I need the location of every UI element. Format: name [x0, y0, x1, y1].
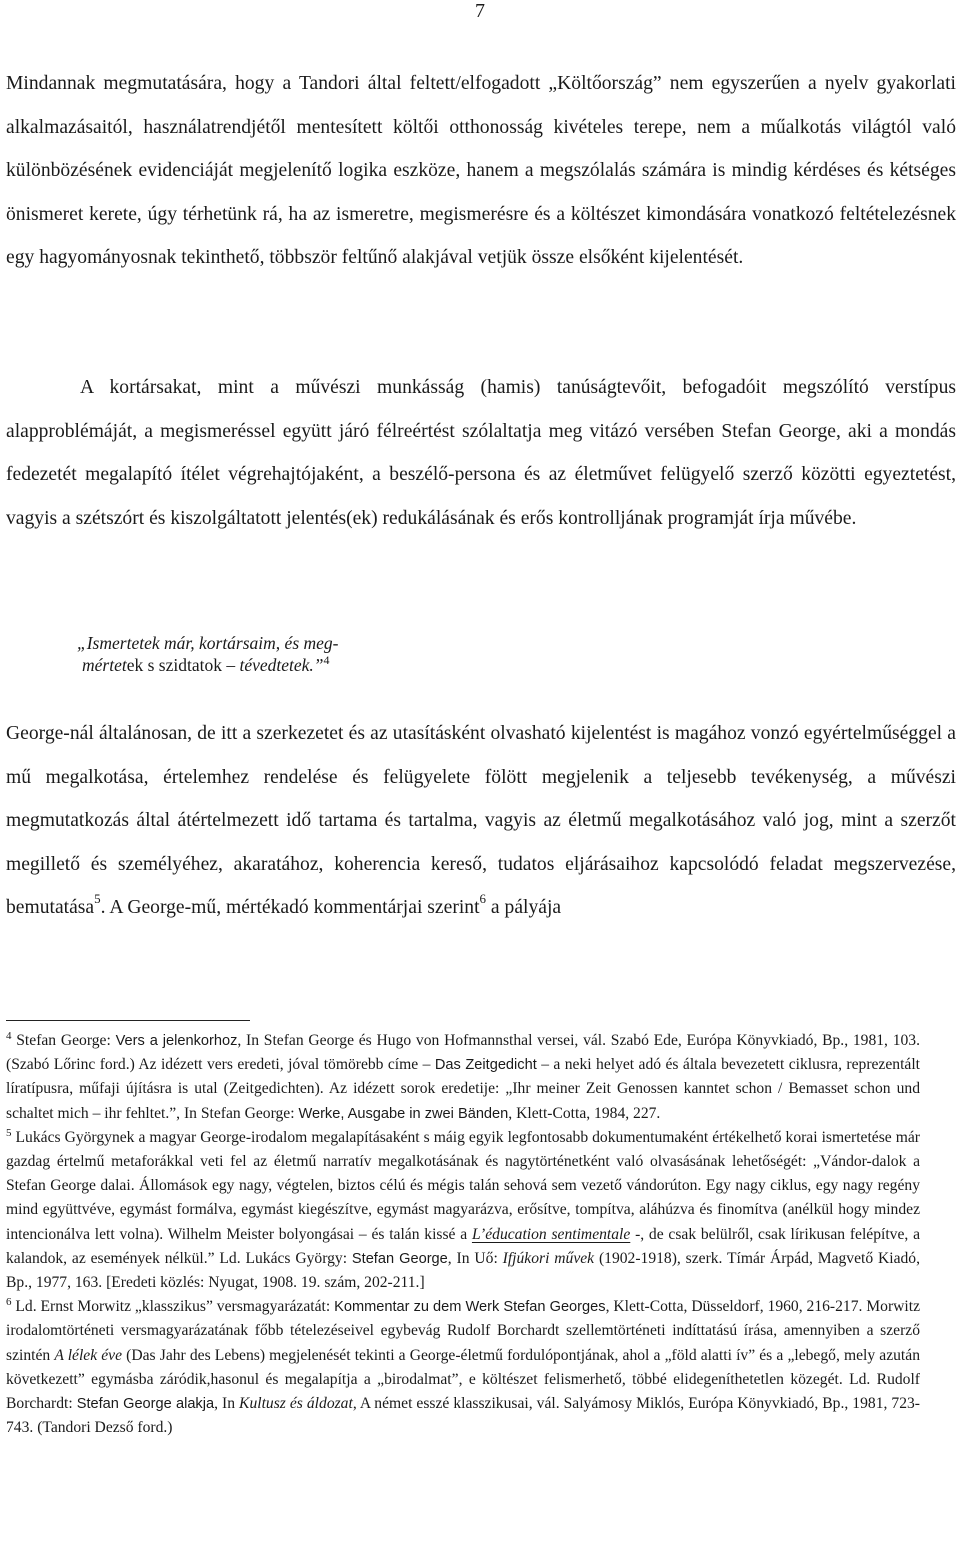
- footnote-text: -, de csak belülről, csak lírikusan felépítve, a kalandok, az események nélkül.” Ld. Lukács György:: [6, 1225, 920, 1267]
- verse-fragment: mértet: [82, 655, 127, 675]
- verse-fragment: ek s szidtatok: [126, 655, 222, 675]
- verse-line-2: [77, 654, 339, 676]
- paragraph-3: [6, 712, 956, 930]
- footnote-5: [6, 1126, 920, 1295]
- footnote-title: Zeitgedichten: [228, 1080, 315, 1098]
- footnote-text: ). Az idézett sorok eredetije: „Ihr meiner Zeit Genossen kanntet schon / Bemasset schon und schaltet mich – ihr fehltet.”, In Stefan George:: [6, 1080, 920, 1122]
- footnote-number: 5: [6, 1126, 12, 1139]
- footnote-title: Vers a jelenkorhoz: [115, 1033, 238, 1049]
- footnote-text: , In Stefan George és Hugo von Hofmannsthal versei, vál. Szabó Ede, Európa Könyvkiadó, Bp., 1981, 103. (Szabó Lőrinc ford.) Az idézett vers eredeti, jóval tömörebb címe –: [6, 1032, 920, 1074]
- footnote-text: Lukács Györgynek a magyar George-irodalom megalapításaként s máig egyik legfontosabb dokumentumaként értékelhető korai ismertetése már gazdag értelmű metaforákkal veti fel az életmű narratív megalkotásának és nagytörténetként való olvasásának lehetőségét: „Vándor-dalok a Stefan George dalai. Állomások egy nagy, végtelen, biztos célú és mégis talán sehová sem vezető vándorúton. Egy nagy ciklus, egy nagy regény mind együttvéve, egymást formálva, egymást kiegészítve, egymást magyarázva, erősítve, tompítva, aláhúzva és finomítva (anélkül hogy mindez intencionálva lett volna). Wilhelm Meister bolyongásai – és talán kissé a: [6, 1128, 920, 1243]
- footnote-number: 6: [6, 1296, 12, 1309]
- paragraph-2: [6, 366, 956, 540]
- footnote-ref-5: 5: [94, 891, 101, 906]
- footnote-text: , In Uő:: [447, 1249, 503, 1267]
- paragraph-1-text: Mindannak megmutatására, hogy a Tandori által feltett/elfogadott „Költőország” nem egyszerűen a nyelv gyakorlati alkalmazásaitól, használatrendjétől mentesített költői otthonosság kivételes terepe, nem a műalkotás világtól való különbözésének evidenciáját megjelenítő logika eszköze, hanem a megszólalás számára is mindig kérdéses és kétséges önismeret kerete, úgy térhetünk rá, ha az ismeretre, megismerésre és a költészet kimondására vonatkozó feltételezésnek egy hagyományosnak tekinthető, többször feltűnő alakjával vetjük össze elsőként kijelentését.: [6, 73, 956, 268]
- footnote-text: , Klett-Cotta, Düsseldorf, 1960, 216-217. Morwitz irodalomtörténeti versmagyarázatának főbb tételezéseivel egybevág Rudolf Borchardt szellemtörténeti indíttatású írása, amennyiben a szerző szintén: [6, 1298, 920, 1364]
- footnote-text: , Klett-Cotta, 1984, 227.: [508, 1104, 661, 1122]
- footnote-text: (Das Jahr des Lebens) megjelenését tekinti a George-életmű fordulópontjának, ahol a „föld alatti ív” és a „lebegő, mely azután következett” egymásba záródik,hasonul és megalapítja a „birodalmat”, e költészet felismerhető, többé elidegeníthetetlen közegét. Ld. Rudolf Borchardt:: [6, 1346, 920, 1413]
- paragraph-3-part: George-nál általánosan, de itt a szerkezetet és az utasításként olvasható kijelentést is magához vonzó egyértelműséggel a mű megalkotása, értelemhez rendelése és felügyelete fölött megjelenik a teljesebb tevékenység, a művészi megmutatkozás által átértelmezett idő tartama és tartalma, vagyis az életmű megalkotásához való jog, mint a szerzőt megillető és személyéhez, akaratához, koherencia kereső, tudatos eljárásaihoz kapcsolódó feladat megszervezése, bemutatása: [6, 723, 956, 918]
- footnote-text: – a neki helyet adó és általa bevezetett ciklusra, reprezentált líratípusra, műfaji újításra is utal (: [6, 1056, 920, 1098]
- paragraph-3-part: . A George-mű, mértékadó kommentárjai szerint: [100, 897, 480, 918]
- footnote-6: [6, 1295, 920, 1440]
- footnote-title: A lélek éve: [54, 1346, 123, 1364]
- footnote-title: L’éducation sentimentale: [471, 1225, 631, 1243]
- verse-line-1: „Ismertetek már, kortársaim, és meg-: [77, 633, 339, 653]
- footnote-4: [6, 1029, 920, 1126]
- page-number: 7: [475, 0, 485, 22]
- footnote-title: Kommentar zu dem Werk Stefan Georges: [334, 1299, 606, 1316]
- footnote-title: Stefan George: [351, 1250, 448, 1267]
- paragraph-1: [6, 62, 956, 280]
- footnote-text: Ld. Ernst Morwitz „klasszikus” versmagyarázatát:: [11, 1298, 335, 1316]
- footnote-title: Stefan George alakja: [76, 1396, 215, 1413]
- paragraph-2-text: A kortársakat, mint a művészi munkásság (hamis) tanúságtevőit, befogadóit megszólító verstípus alapproblémáját, a megismeréssel együtt járó félreértést szólaltatja meg vitázó versében Stefan George, aki a mondás fedezetét megalapító ítélet végrehajtójaként, a beszélő-persona és az életművet felügyelő szerző közötti egyeztetést, vagyis a szétszórt és kiszolgáltatott jelentés(ek) redukálásának és erős kontrolljának programját írja művébe.: [6, 377, 956, 529]
- footnote-title: Ifjúkori művek: [502, 1249, 595, 1267]
- footnote-separator: [6, 1020, 250, 1021]
- verse-fragment: –: [221, 655, 240, 675]
- footnote-text: Stefan George:: [11, 1032, 116, 1049]
- footnote-ref-4: 4: [323, 653, 330, 667]
- footnote-number: 4: [6, 1030, 12, 1042]
- footnote-text: , A német esszé klasszikusai, vál. Salyámosy Miklós, Európa Könyvkiadó, Bp., 1981, 723-743. (Tandori Dezső ford.): [6, 1395, 921, 1437]
- footnote-title: Das Zeitgedicht: [434, 1057, 537, 1074]
- footnote-text: , In: [214, 1395, 240, 1413]
- verse-fragment: tévedtetek.”: [239, 655, 324, 675]
- footnote-title: Werke, Ausgabe in zwei Bänden: [298, 1105, 509, 1122]
- footnote-text: (1902-1918), szerk. Tímár Árpád, Magvető Kiadó, Bp., 1977, 163. [Eredeti közlés: Nyugat, 1908. 19. szám, 202-211.]: [6, 1249, 920, 1292]
- verse-quote: [77, 632, 339, 676]
- footnotes: [6, 1029, 920, 1440]
- paragraph-3-part: a pályája: [486, 897, 562, 918]
- footnote-ref-6: 6: [479, 891, 487, 906]
- footnote-title: Kultusz és áldozat: [239, 1395, 353, 1413]
- paragraph-3-text: [6, 712, 956, 930]
